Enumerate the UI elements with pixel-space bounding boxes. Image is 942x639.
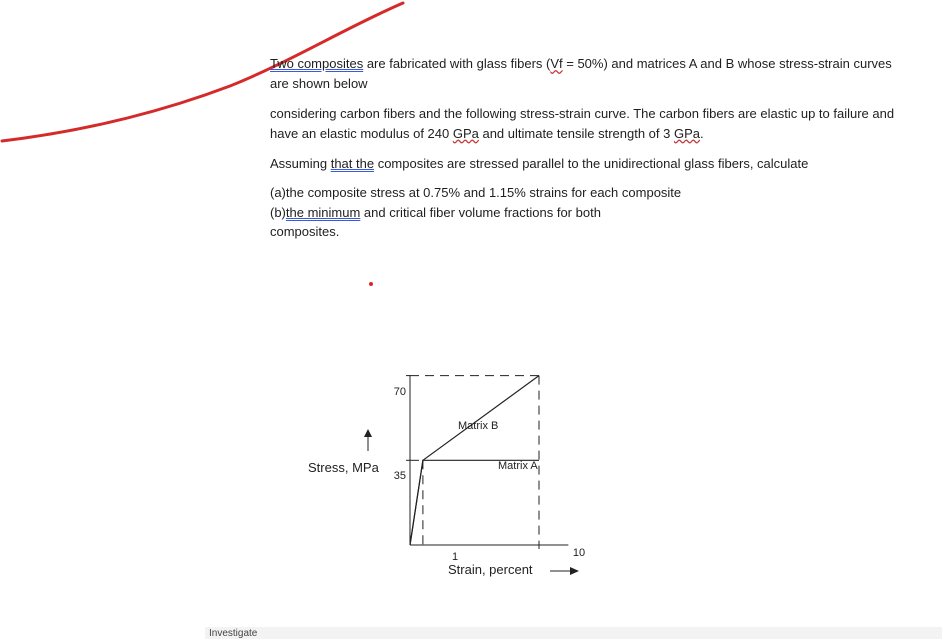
y-axis-arrow xyxy=(364,429,372,451)
problem-intro: Two composites are fabricated with glass fibers (Vf = 50%) and matrices A and B whose stress-strain curves are shown below xyxy=(270,56,892,91)
stress-strain-chart xyxy=(300,375,620,585)
spellcheck-vf: Vf xyxy=(550,56,563,71)
investigate-link[interactable]: Investigate xyxy=(209,628,258,639)
x-axis-label: Strain, percent xyxy=(448,562,533,577)
spellcheck-two-composites: Two composites xyxy=(270,56,364,71)
x-tick-1: 1 xyxy=(451,551,459,563)
bottom-toolbar xyxy=(205,627,942,639)
question-b-cont: composites. xyxy=(270,224,340,239)
series-line-matrix-a xyxy=(410,460,539,545)
question-a: (a)the composite stress at 0.75% and 1.15% strains for each composite xyxy=(270,185,682,200)
problem-questions xyxy=(270,183,900,242)
question-b: (b)the minimum and critical fiber volume fractions for both xyxy=(270,204,601,220)
series-label-matrix-b: Matrix B xyxy=(458,420,499,432)
series-label-matrix-a: Matrix A xyxy=(498,460,538,472)
x-tick-10: 10 xyxy=(572,547,586,559)
y-tick-70: 70 xyxy=(393,386,406,398)
chart-labels xyxy=(308,386,585,577)
y-tick-35: 35 xyxy=(393,470,406,482)
x-axis-arrow xyxy=(550,567,579,575)
problem-assumption: Assuming that the composites are stressed parallel to the unidirectional glass fibers, calculate xyxy=(270,156,809,171)
y-axis-label: Stress, MPa xyxy=(308,460,379,475)
axes xyxy=(406,375,568,549)
red-ink-dot xyxy=(369,282,373,286)
problem-carbon-fibers: considering carbon fibers and the following stress-strain curve. The carbon fibers are elastic up to failure and have an elastic modulus of 240 GPa and ultimate tensile strength of 3 GPa. xyxy=(270,106,895,141)
